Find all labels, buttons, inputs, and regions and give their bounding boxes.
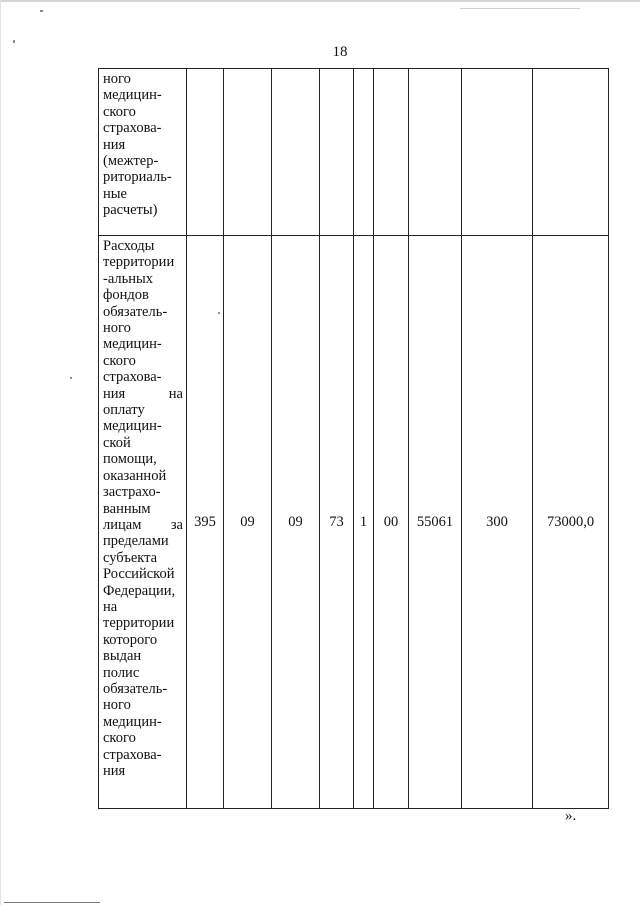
description-text: которого	[103, 631, 158, 648]
description-text: выдан	[103, 648, 142, 665]
description-text: страхова-	[103, 120, 162, 137]
description-line	[103, 763, 183, 779]
description-line	[103, 501, 183, 517]
subsection-code-cell: 09	[272, 236, 320, 809]
description-line	[103, 369, 183, 385]
description-line	[103, 287, 183, 303]
section-code-cell: 09	[224, 236, 272, 809]
closing-quote: ».	[565, 808, 577, 824]
description-line	[103, 137, 183, 153]
description-text: ные	[103, 185, 127, 202]
description-line	[103, 386, 183, 402]
description-text: Российской	[103, 566, 175, 583]
description-line	[103, 87, 183, 103]
amount-cell: 73000,0	[533, 236, 609, 809]
subprogram-code-cell	[354, 69, 374, 236]
description-line	[103, 304, 183, 320]
description-text: ния	[103, 385, 126, 402]
description-line	[103, 484, 183, 500]
description-text: обязатель-	[103, 680, 168, 697]
description-line	[103, 468, 183, 484]
description-line	[103, 238, 183, 254]
description-line	[103, 169, 183, 185]
description-line	[103, 730, 183, 746]
description-line	[103, 202, 183, 218]
description-text: территории	[103, 615, 175, 632]
description-line	[103, 533, 183, 549]
description-line	[103, 615, 183, 631]
description-line	[103, 402, 183, 418]
description-text: ния	[103, 136, 126, 153]
description-text: страхова-	[103, 746, 162, 763]
description-line	[103, 71, 183, 87]
description-text: оказанной	[103, 467, 167, 484]
admin-code-cell: 395	[187, 236, 224, 809]
amount-cell	[533, 69, 609, 236]
program-code-cell	[320, 69, 354, 236]
direction-code-cell: 00	[374, 236, 409, 809]
description-text: ванным	[103, 500, 151, 517]
direction-code-cell	[374, 69, 409, 236]
description-line	[103, 435, 183, 451]
description-line	[103, 714, 183, 730]
description-line	[103, 320, 183, 336]
description-line	[103, 254, 183, 270]
description-line	[103, 353, 183, 369]
description-line	[103, 517, 183, 533]
description-line	[103, 648, 183, 664]
description-text: ского	[103, 730, 136, 747]
description-text: Расходы	[103, 238, 155, 254]
subsection-code-cell	[272, 69, 320, 236]
description-text: ского	[103, 103, 136, 120]
description-line	[103, 681, 183, 697]
table-row	[99, 236, 609, 809]
description-line	[103, 583, 183, 599]
table-row	[99, 69, 609, 236]
description-text: территории	[103, 254, 175, 271]
description-text: помощи,	[103, 451, 157, 468]
description-text: обязатель-	[103, 303, 168, 320]
description-line	[103, 336, 183, 352]
description-text: фондов	[103, 287, 149, 304]
budget-table	[98, 68, 609, 809]
description-line	[103, 665, 183, 681]
admin-code-cell	[187, 69, 224, 236]
description-text: ния	[103, 763, 126, 779]
description-text: медицин-	[103, 336, 162, 353]
description-text: ного	[103, 320, 131, 337]
description-text: лицам	[103, 516, 142, 533]
description-line	[103, 632, 183, 648]
description-text: медицин-	[103, 418, 162, 435]
description-line	[103, 153, 183, 169]
description-text: -альных	[103, 270, 153, 287]
description-line	[103, 550, 183, 566]
expense-description-cell	[99, 236, 187, 809]
description-text: ской	[103, 434, 131, 451]
description-text: (межтер-	[103, 153, 159, 170]
page-number: 18	[332, 44, 348, 60]
scan-speck	[13, 40, 15, 43]
program-code-cell: 73	[320, 236, 354, 809]
description-text: ского	[103, 352, 136, 369]
scan-speck	[40, 10, 43, 12]
description-text: оплату	[103, 402, 145, 419]
description-line	[103, 747, 183, 763]
scan-top-edge	[0, 0, 640, 2]
description-text-right: на	[168, 385, 183, 402]
description-text: пределами	[103, 533, 169, 550]
scan-speck	[460, 8, 580, 9]
description-text: Федерации,	[103, 582, 176, 599]
description-line	[103, 418, 183, 434]
section-code-cell	[224, 69, 272, 236]
subprogram-code-cell: 1	[354, 236, 374, 809]
description-text: страхова-	[103, 369, 162, 386]
description-text: полис	[103, 664, 140, 681]
scan-speck	[70, 377, 72, 379]
description-text: медицин-	[103, 713, 162, 730]
description-text: ного	[103, 697, 131, 714]
expense-type-cell	[462, 69, 533, 236]
description-line	[103, 271, 183, 287]
description-line	[103, 697, 183, 713]
description-text: субъекта	[103, 549, 158, 566]
description-text: ного	[103, 71, 131, 87]
description-text: на	[103, 598, 118, 615]
expense-description-cell	[99, 69, 187, 236]
description-line	[103, 566, 183, 582]
description-line	[103, 120, 183, 136]
description-text: расчеты)	[103, 202, 158, 219]
description-line	[103, 186, 183, 202]
expense-code-cell: 55061	[409, 236, 462, 809]
scan-left-edge	[0, 0, 1, 905]
expense-type-cell: 300	[462, 236, 533, 809]
description-line	[103, 104, 183, 120]
description-text-right: за	[170, 516, 183, 533]
description-line	[103, 451, 183, 467]
scan-bottom-rule	[4, 902, 100, 903]
description-line	[103, 599, 183, 615]
description-text: медицин-	[103, 87, 162, 104]
expense-code-cell	[409, 69, 462, 236]
description-text: застрахо-	[103, 484, 161, 501]
description-text: риториаль-	[103, 169, 172, 186]
